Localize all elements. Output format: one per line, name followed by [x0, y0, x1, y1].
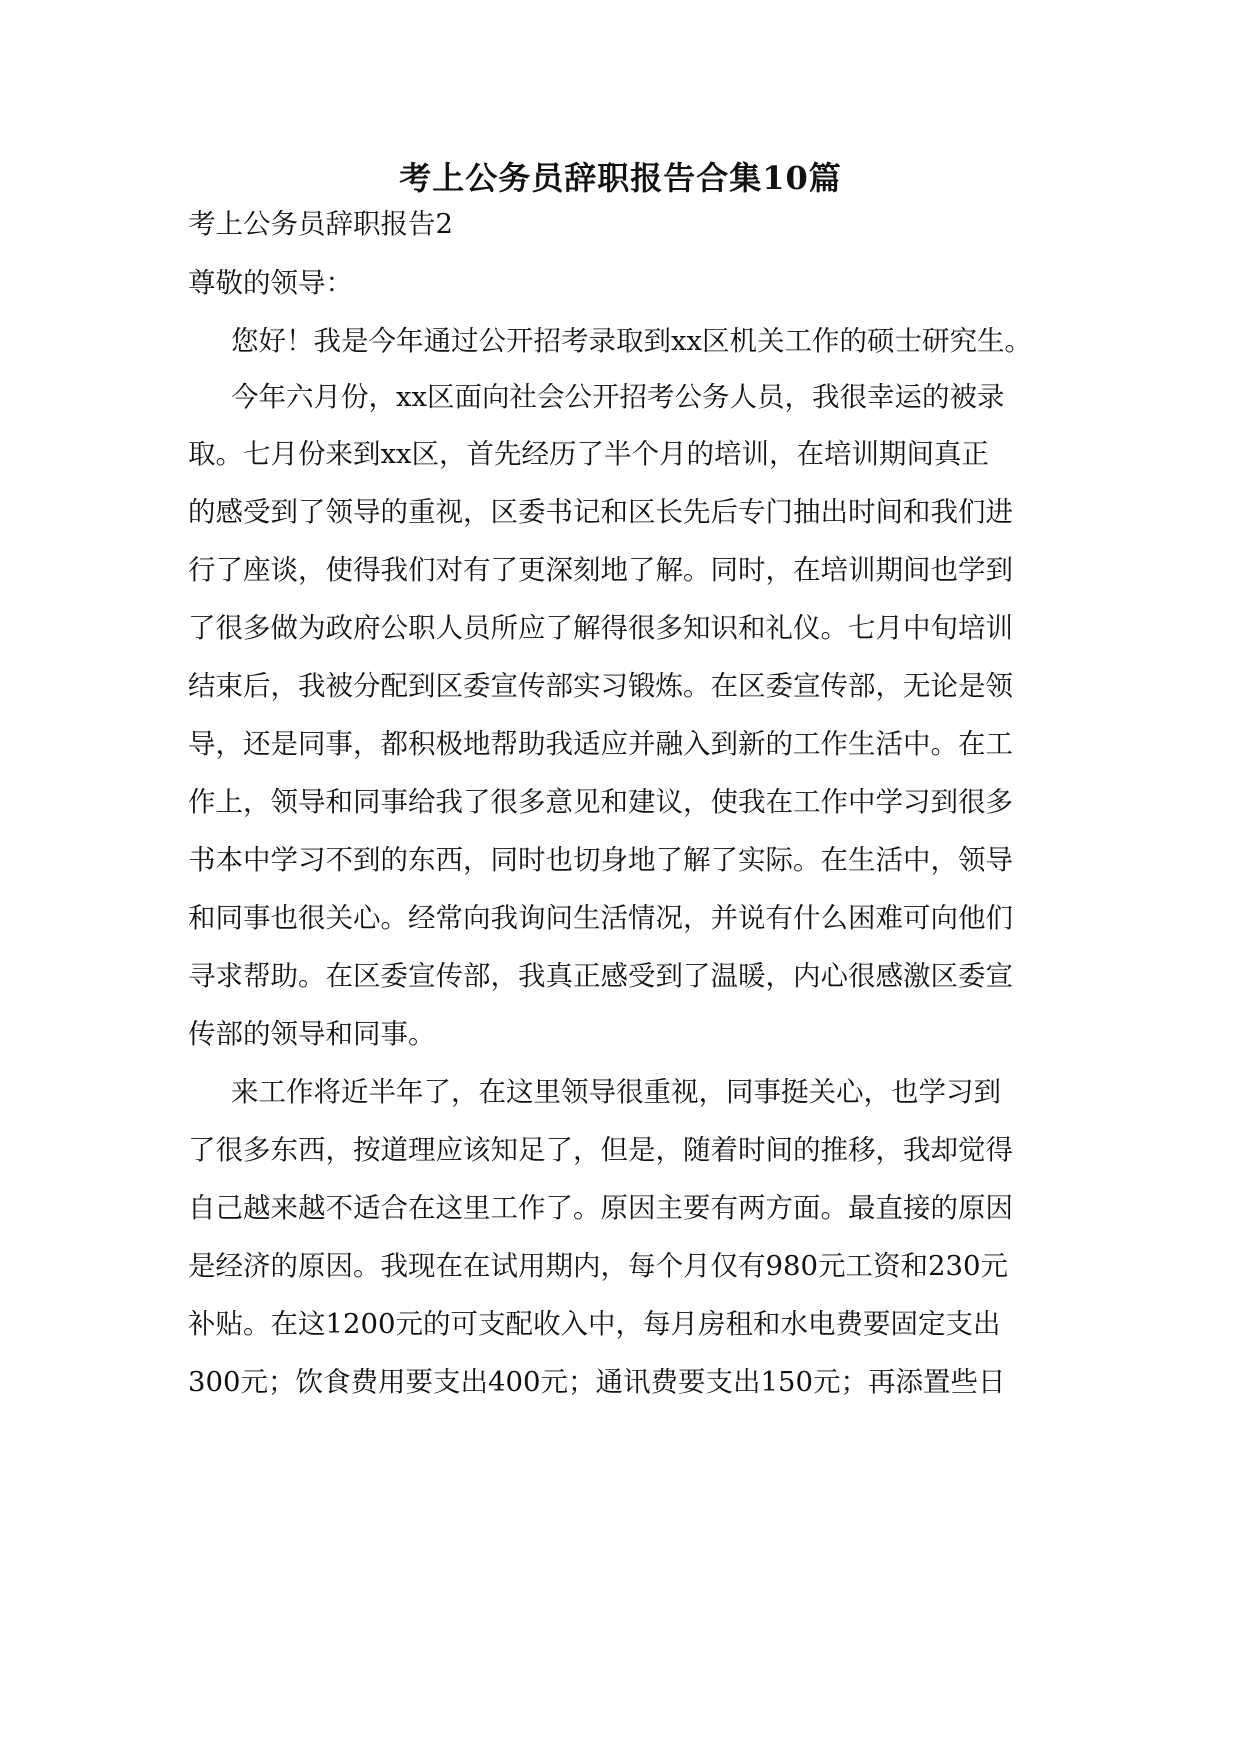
text-line: 300元；饮食费用要支出400元；通讯费要支出150元；再添置些日: [188, 1366, 1006, 1398]
text-line: 导，还是同事，都积极地帮助我适应并融入到新的工作生活中。在工: [188, 728, 1013, 760]
text-line: 寻求帮助。在区委宣传部，我真正感受到了温暖，内心很感激区委宣: [188, 960, 1013, 992]
text-line: 作上，领导和同事给我了很多意见和建议，使我在工作中学习到很多: [188, 786, 1013, 818]
text-line: 书本中学习不到的东西，同时也切身地了解了实际。在生活中，领导: [188, 844, 1013, 876]
text-line: 的感受到了领导的重视，区委书记和区长先后专门抽出时间和我们进: [188, 496, 1013, 528]
salutation: 尊敬的领导：: [188, 267, 353, 299]
text-line: 行了座谈，使得我们对有了更深刻地了解。同时，在培训期间也学到: [188, 554, 1013, 586]
text-line: 了很多东西，按道理应该知足了，但是，随着时间的推移，我却觉得: [188, 1134, 1013, 1166]
text-line: 您好！我是今年通过公开招考录取到xx区机关工作的硕士研究生。: [231, 325, 1033, 357]
text-line: 传部的领导和同事。: [188, 1018, 436, 1050]
document-title: 考上公务员辞职报告合集10篇: [399, 159, 842, 197]
text-line: 补贴。在这1200元的可支配收入中，每月房租和水电费要固定支出: [188, 1308, 1001, 1340]
text-line: 自己越来越不适合在这里工作了。原因主要有两方面。最直接的原因: [188, 1192, 1013, 1224]
text-line: 取。七月份来到xx区，首先经历了半个月的培训，在培训期间真正: [188, 438, 990, 470]
text-line: 了很多做为政府公职人员所应了解得很多知识和礼仪。七月中旬培训: [188, 612, 1013, 644]
text-line: 和同事也很关心。经常向我询问生活情况，并说有什么困难可向他们: [188, 902, 1013, 934]
text-line: 结束后，我被分配到区委宣传部实习锻炼。在区委宣传部，无论是领: [188, 670, 1013, 702]
text-line: 来工作将近半年了，在这里领导很重视，同事挺关心，也学习到: [231, 1076, 1001, 1108]
text-line: 今年六月份，xx区面向社会公开招考公务人员，我很幸运的被录: [231, 381, 1005, 413]
text-line: 是经济的原因。我现在在试用期内，每个月仅有980元工资和230元: [188, 1250, 1008, 1282]
document-subtitle: 考上公务员辞职报告2: [188, 208, 453, 240]
